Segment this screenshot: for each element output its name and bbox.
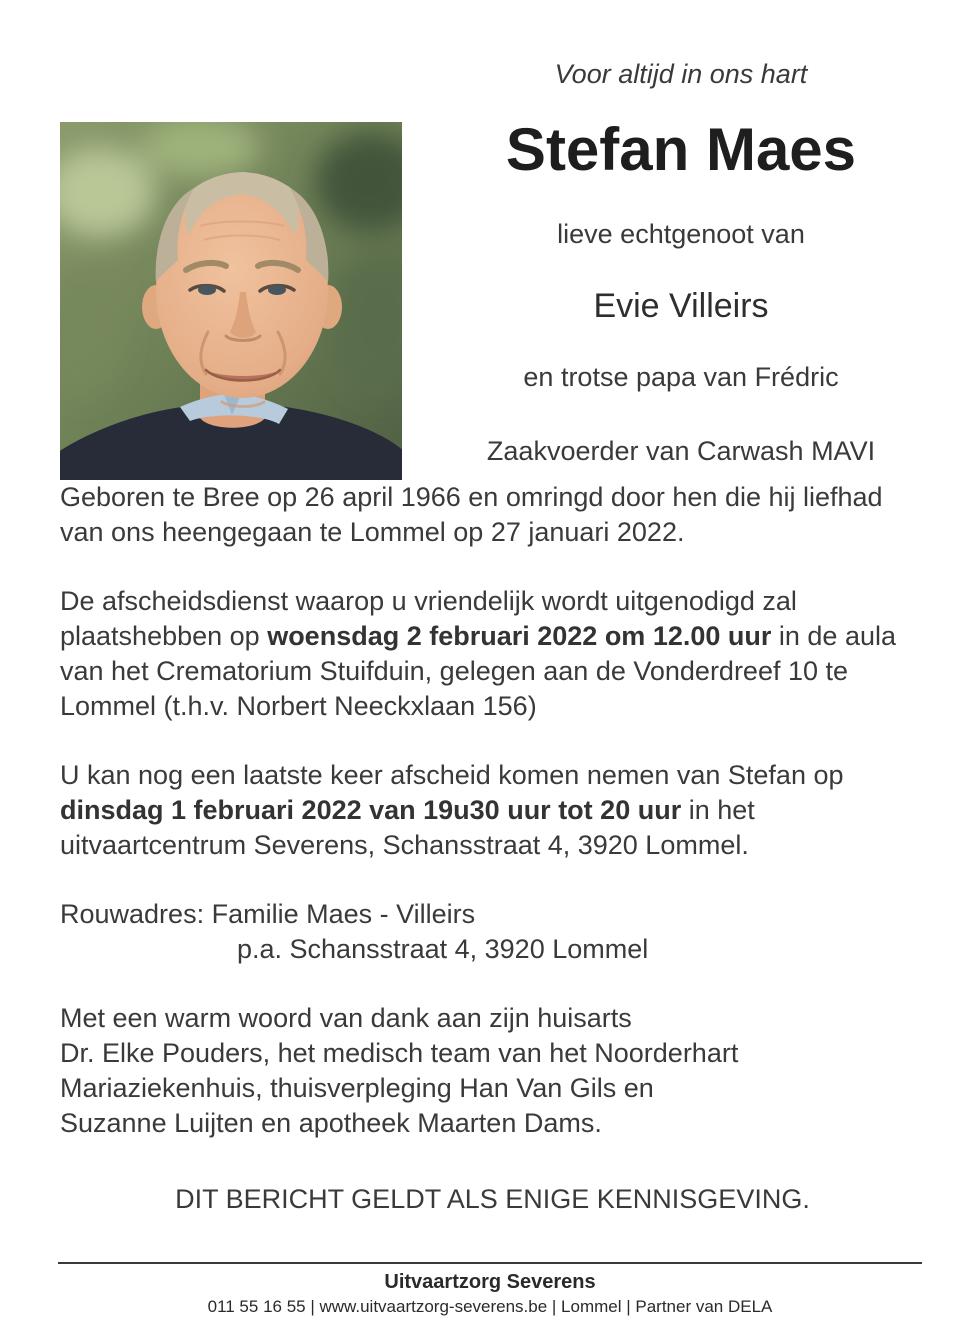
tagline: Voor altijd in ons hart xyxy=(554,59,808,89)
announcement-header xyxy=(402,0,980,480)
announcement-body xyxy=(0,480,980,1217)
service-datetime: woensdag 2 februari 2022 om 12.00 uur xyxy=(267,621,772,651)
farewell-text-pre: U kan nog een laatste keer afscheid komen nemen van Stefan op xyxy=(60,760,844,790)
occupation-label: Zaakvoerder van Carwash MAVI xyxy=(486,436,876,466)
footer-divider xyxy=(58,1262,922,1264)
thanks-line: Suzanne Luijten en apotheek Maarten Dams. xyxy=(60,1108,602,1138)
relation-child-label: en trotse papa van Frédric xyxy=(523,362,839,392)
farewell-datetime: dinsdag 1 februari 2022 van 19u30 uur tot 20 uur xyxy=(60,795,682,825)
portrait-photo xyxy=(60,122,402,480)
funeral-home-footer xyxy=(0,1262,980,1340)
service-text-post: in de aula van het Crematorium Stuifduin, gelegen aan de Vonderdreef 10 te Lommel (t.h.v. Norbert Neeckxlaan 156) xyxy=(60,621,896,721)
funeral-home-contact: 011 55 16 55 | www.uitvaartzorg-severens.be | Lommel | Partner van DELA xyxy=(207,1297,773,1316)
paragraph-farewell xyxy=(60,758,925,863)
portrait-illustration xyxy=(60,122,402,480)
spouse-name: Evie Villeirs xyxy=(593,287,769,325)
sole-notification-notice: DIT BERICHT GELDT ALS ENIGE KENNISGEVING. xyxy=(175,1184,810,1214)
paragraph-birth-death: Geboren te Bree op 26 april 1966 en omringd door hen die hij liefhad van ons heengegaan te Lommel op 27 januari 2022. xyxy=(60,482,883,547)
thanks-line: Met een warm woord van dank aan zijn huisarts xyxy=(60,1003,632,1033)
farewell-text-post: in het uitvaartcentrum Severens, Schansstraat 4, 3920 Lommel. xyxy=(60,795,755,860)
relation-spouse-label: lieve echtgenoot van xyxy=(557,219,805,249)
mourning-address-line1: Rouwadres: Familie Maes - Villeirs xyxy=(60,899,476,929)
funeral-home-name: Uitvaartzorg Severens xyxy=(384,1271,596,1293)
thanks-line: Dr. Elke Pouders, het medisch team van het Noorderhart xyxy=(60,1038,739,1068)
deceased-name: Stefan Maes xyxy=(505,116,857,183)
paragraph-service xyxy=(60,584,925,724)
thanks-line: Mariaziekenhuis, thuisverpleging Han Van Gils en xyxy=(60,1073,654,1103)
header-section xyxy=(0,0,980,480)
service-text-pre: De afscheidsdienst waarop u vriendelijk wordt uitgenodigd zal plaatshebben op xyxy=(60,586,797,651)
mourning-address-line2: p.a. Schansstraat 4, 3920 Lommel xyxy=(237,934,649,964)
